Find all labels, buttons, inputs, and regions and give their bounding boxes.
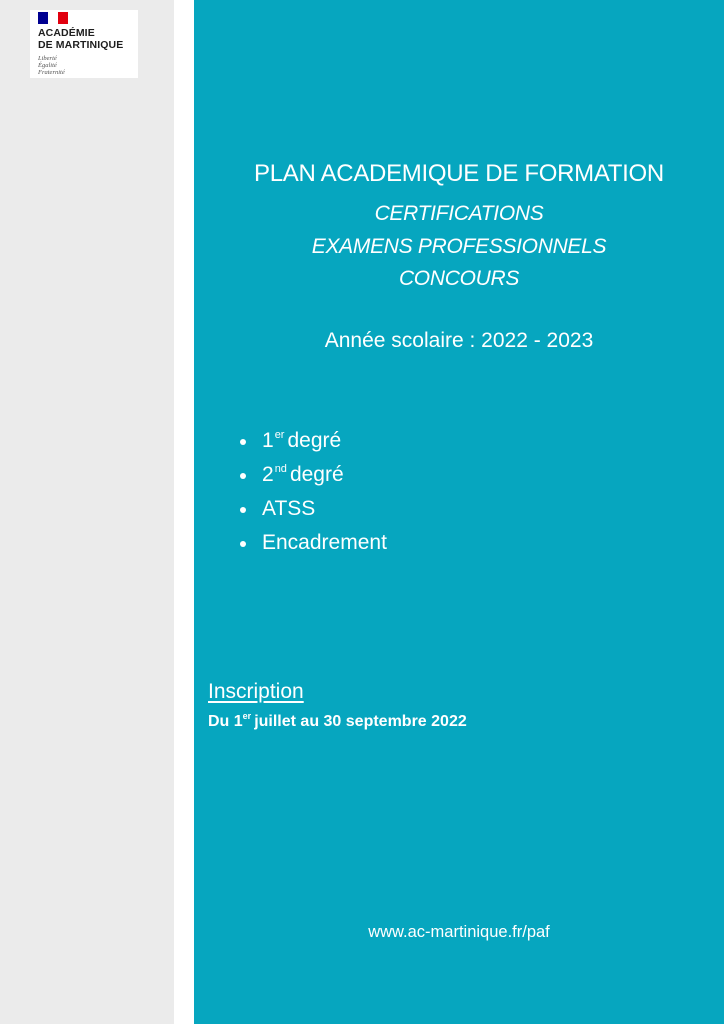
motto-egalite: Égalité bbox=[38, 62, 57, 69]
bullet-icon bbox=[240, 439, 246, 445]
bullet-icon bbox=[240, 541, 246, 547]
academie-logo bbox=[30, 10, 138, 78]
subtitle-examens: EXAMENS PROFESSIONNELS bbox=[311, 235, 607, 258]
subtitle-concours: CONCOURS bbox=[398, 267, 520, 290]
level-text: ATSS bbox=[262, 497, 316, 520]
logo-name bbox=[38, 27, 123, 51]
dates-suffix: juillet au 30 septembre 2022 bbox=[254, 713, 467, 730]
list-item bbox=[236, 526, 387, 560]
motto-liberte: Liberté bbox=[38, 55, 57, 62]
website-link[interactable]: www.ac-martinique.fr/paf bbox=[368, 923, 550, 941]
list-item bbox=[236, 458, 387, 492]
school-year: Année scolaire : 2022 - 2023 bbox=[324, 329, 594, 352]
french-flag-icon bbox=[38, 12, 68, 24]
inscription-dates bbox=[208, 710, 467, 734]
level-prefix: 2 bbox=[262, 463, 274, 486]
logo-motto bbox=[38, 55, 65, 76]
dates-sup: er bbox=[242, 711, 252, 721]
level-prefix: 1 bbox=[262, 429, 274, 452]
subtitle-certifications: CERTIFICATIONS bbox=[374, 202, 544, 225]
white-divider bbox=[174, 0, 194, 1024]
level-sup: nd bbox=[274, 463, 287, 475]
list-item bbox=[236, 424, 387, 458]
levels-list bbox=[236, 424, 387, 560]
motto-fraternite: Fraternité bbox=[38, 69, 65, 76]
document-title: PLAN ACADEMIQUE DE FORMATION bbox=[254, 160, 664, 187]
level-text: degré bbox=[289, 463, 344, 486]
logo-line-1: ACADÉMIE bbox=[38, 27, 95, 39]
list-item bbox=[236, 492, 387, 526]
left-margin-strip bbox=[0, 0, 174, 1024]
bullet-icon bbox=[240, 473, 246, 479]
cover-panel bbox=[194, 0, 724, 1024]
level-text: Encadrement bbox=[262, 531, 387, 554]
bullet-icon bbox=[240, 507, 246, 513]
level-text: degré bbox=[287, 429, 342, 452]
dates-prefix: Du 1 bbox=[208, 713, 243, 730]
logo-line-2: DE MARTINIQUE bbox=[38, 39, 124, 51]
level-sup: er bbox=[274, 429, 285, 441]
inscription-heading: Inscription bbox=[208, 680, 304, 703]
